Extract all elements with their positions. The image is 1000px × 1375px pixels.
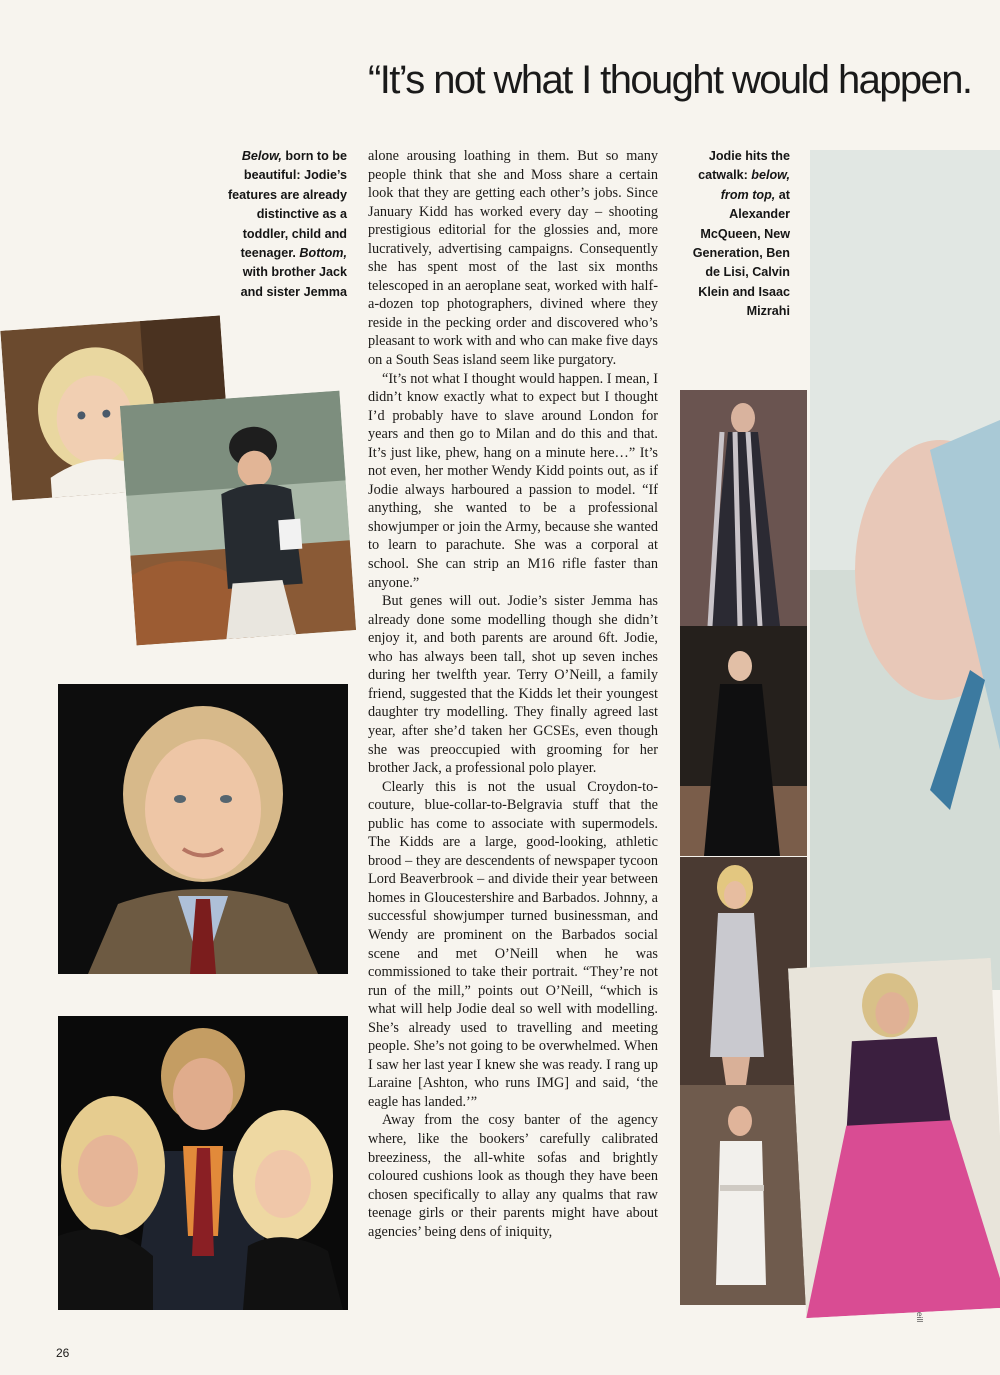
page-number: 26 <box>56 1346 70 1360</box>
headline: “It’s not what I thought would happen. <box>368 58 972 102</box>
caption-right-tail: at Alexander McQueen, New Generation, Ben de Lisi, Calvin Klein and Isaac Mizrahi <box>692 187 790 319</box>
runway-photo-icon <box>680 626 807 856</box>
runway-photo-2 <box>680 626 807 856</box>
runway-photo-1 <box>680 390 807 626</box>
fashion-photo-icon <box>788 958 1000 1318</box>
family-portrait <box>58 1016 348 1310</box>
article-body <box>368 147 658 1241</box>
fashion-photo-pink <box>788 958 1000 1318</box>
child-portrait-icon <box>58 684 348 974</box>
paragraph: But genes will out. Jodie’s sister Jemma has already done some modelling though she didn’t enjoy it, and both parents are around 6ft. Jodie, who has always been tall, shot up seven inches during her twelfth year. Terry O’Neill, a family friend, suggested that the Kidds let their youngest daughter try modelling. They finally agreed last year, after she’d taken her GCSEs, even though she was preoccupied with grooming for her brother Jack, a professional polo player. <box>368 593 658 777</box>
family-portrait-icon <box>58 1016 348 1310</box>
runway-photo-icon <box>680 390 807 626</box>
runway-photo-4 <box>680 1085 807 1305</box>
paragraph: “It’s not what I thought would happen. I mean, I didn’t know exactly what to expect but I thought I’d probably have to slave around London for years and then go to Milan and do this and that. It’s just like, phew, hang on a minute here…” It’s not even, her mother Wendy Kidd points out, as if Jodie always harboured a passion to model. “If anything, she wanted to be a professional showjumper or join the Army, because she wanted to learn to parachute. She was a corporal at school. She can strip an M16 rifle faster than anyone.” <box>368 370 658 591</box>
runway-photo-icon <box>680 1085 807 1305</box>
horse-rider-photo-icon <box>120 391 356 646</box>
paragraph: alone arousing loathing in them. But so many people think that she and Moss share a certain look that they are getting each other’s jobs. Since January Kidd has worked every day – shooting prestigious editorial for the glossies and, more lucratively, advertising campaigns. Consequently she has spent most of the last six months telescoped in an aeroplane seat, worked with half-a-dozen top photographers, divined where they reside in the pecking order and discovered who’s pleasant to work with and who can make five days on a South Seas island seem like purgatory. <box>368 148 658 369</box>
paragraph: Clearly this is not the usual Croydon-to-couture, blue-collar-to-Belgravia stuff that the public has come to associate with supermodels. The Kidds are a large, good-looking, athletic brood – they are descendents of newspaper tycoon Lord Beaverbrook – and divide their year between homes in Gloucestershire and Barbados. Johnny, a successful showjumper turned businessman, and Wendy are prominent on the Barbados social scene and met O’Neill when he was commissioned to take their portrait. “They’re not run of the mill,” points out O’Neill, “which is what will help Jodie deal so well with modelling. She’s already used to travelling and meeting people. She’s not going to be overwhelmed. When I saw her last year I knew she was ready. I rang up Laraine [Ashton, who runs IMG] and said, ‘the eagle has landed.’” <box>368 778 658 1110</box>
fashion-photo-large <box>810 150 1000 990</box>
rider-photo <box>120 391 356 646</box>
caption-left-mid: born to be beautiful: Jodie’s features are already distinctive as a toddler, child and teenager. <box>227 149 347 261</box>
caption-right <box>676 147 790 322</box>
caption-left-tail: with brother Jack and sister Jemma <box>240 265 347 299</box>
caption-left-lead2: Bottom, <box>299 246 347 261</box>
paragraph: Away from the cosy banter of the agency where, like the bookers’ carefully calibrated breeziness, the all-white sofas and brightly coloured cushions look as though they have been chosen specifically to allay any qualms that raw teenage girls or their parents might have about agencies’ being dens of iniquity, <box>368 1112 658 1240</box>
caption-left <box>222 147 347 302</box>
child-portrait <box>58 684 348 974</box>
caption-left-lead: Below, <box>241 149 282 163</box>
caption-right-lead: Jodie hits the catwalk: <box>698 149 790 183</box>
fashion-photo-icon <box>810 150 1000 990</box>
caption-right-italic: below, from top, <box>720 168 790 202</box>
